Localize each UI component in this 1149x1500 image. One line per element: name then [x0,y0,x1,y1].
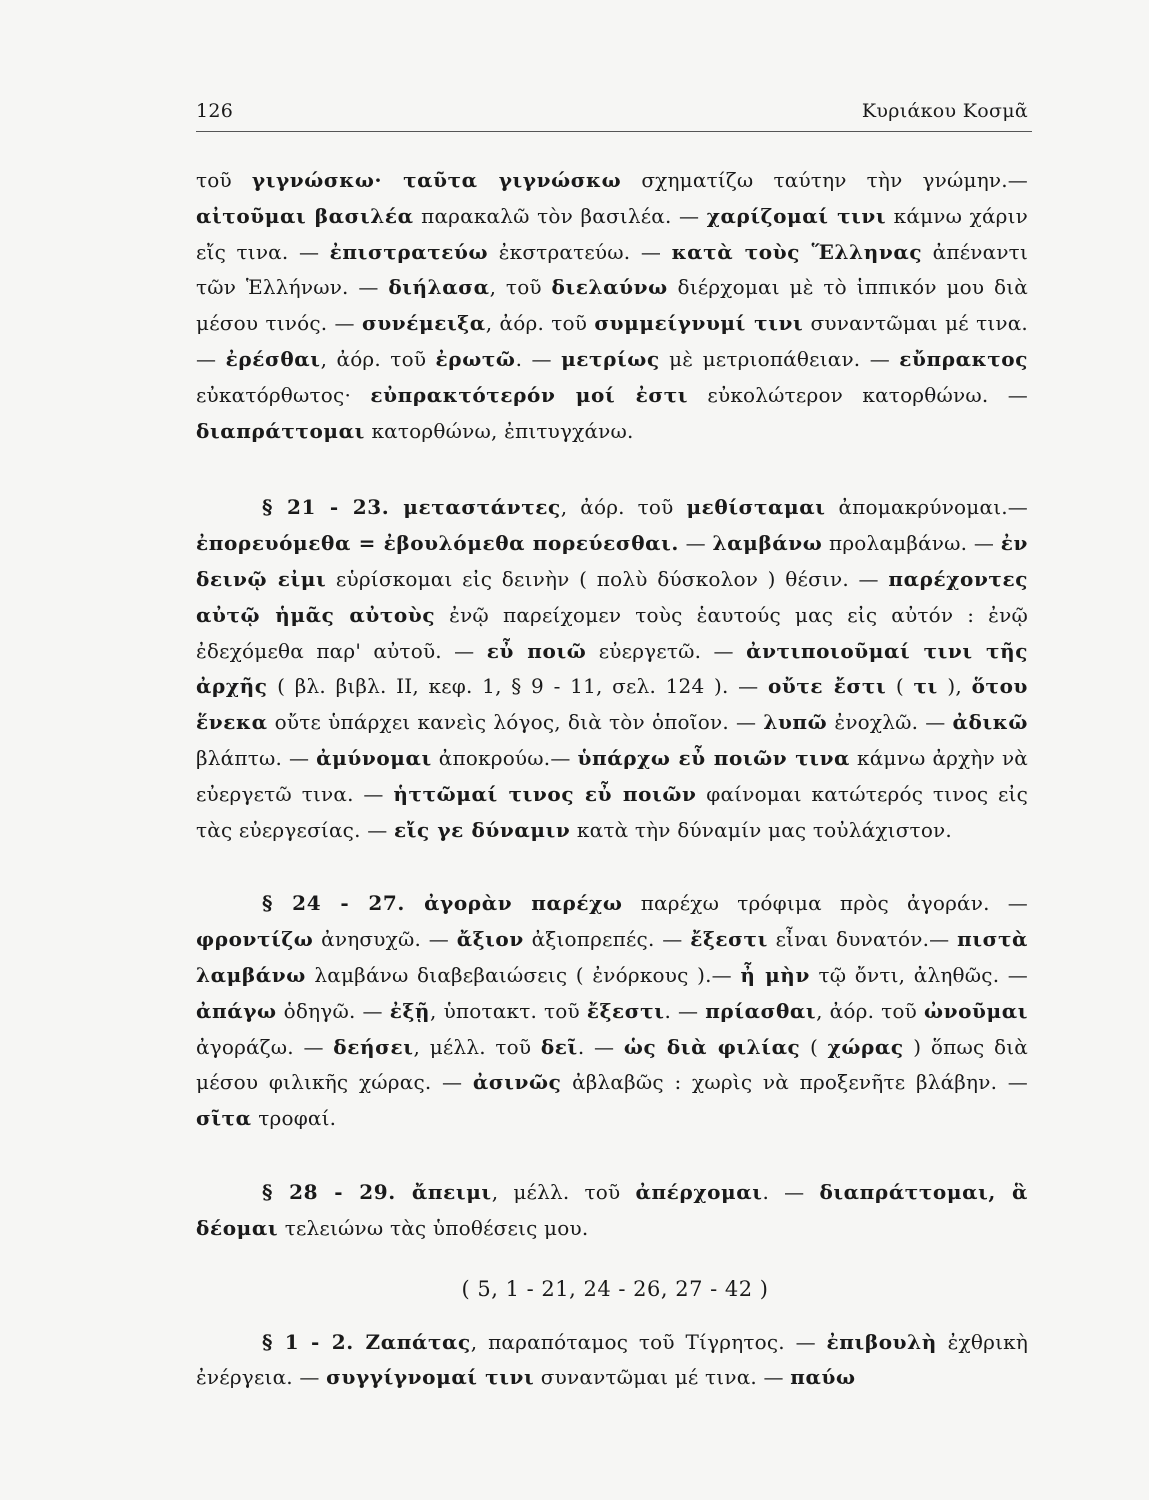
headword: πρίασθαι [705,998,817,1023]
headword: ἐρωτῶ [435,346,516,371]
headword: εὐπρακτότερόν μοί ἐστι [370,382,689,407]
headword: ἐν δεινῷ εἰμι [196,531,1028,591]
gloss-text: ) ὅπως διὰ μέσου φιλικῆς χώρας. — [196,1034,1028,1095]
gloss-text: — [679,531,713,556]
headword: ἀμύνομαι [316,745,432,770]
gloss-text: βλάπτω. — [196,745,317,770]
gloss-text: κάμνω ἀρχὴν νὰ εὐεργετῶ τινα. — [196,745,1029,806]
headword: ὠνοῦμαι [923,998,1029,1023]
gloss-text: , ἀόρ. τοῦ [560,495,687,520]
headword: δεήσει [333,1034,414,1059]
header-rule [196,131,1032,132]
headword: παρέχοντες αὐτῷ ἡμᾶς αὐτοὺς [196,566,1029,627]
headword: συμμείγνυμί τινι [594,311,804,336]
headword: μετρίως [561,346,660,371]
headword: ἐπορευόμεθα = ἐβουλόμεθα πορεύεσθαι. [196,531,679,556]
paragraph-section-1-2 [196,1325,1028,1397]
gloss-text: φαίνομαι κατώτερός τινος εἰς τὰς εὐεργεσίας. — [196,781,1028,842]
paragraph-section-28-29 [196,1175,1028,1247]
gloss-text: ὁδηγῶ. — [276,998,390,1023]
headword: ἦ μὴν [740,962,810,987]
gloss-text: ( [886,674,914,699]
page-number: 126 [196,100,234,122]
headword: ἀντιποιοῦμαί τινι τῆς ἀρχῆς [196,638,1028,699]
gloss-text: , ὑποτακτ. τοῦ [430,998,587,1023]
headword: συνέμειξα [361,311,486,336]
gloss-text: σχηματίζω ταύτην τὴν γνώμην.— [621,168,1029,192]
gloss-text: εἶναι δυνατόν.— [767,927,958,952]
gloss-text: , τοῦ [489,275,552,300]
headword: ἀσινῶς [472,1070,562,1095]
gloss-text: συναντῶμαι μέ τινα. — [196,311,1028,371]
gloss-text: , παραπόταμος τοῦ Τίγρητος. — [470,1329,827,1354]
headword: ἀπέρχομαι [635,1179,763,1204]
gloss-text: . — [762,1179,820,1204]
gloss-text: λαμβάνω διαβεβαιώσεις ( ἐνόρκους ).— [305,962,741,987]
gloss-text: τελειώνω τὰς ὑποθέσεις μου. [278,1215,589,1240]
headword: τι [913,674,938,699]
gloss-text: ἐχθρικὴ ἐνέργεια. — [196,1329,1029,1390]
gloss-text: . — [577,1034,624,1059]
gloss-text: ἐνῷ παρείχομεν τοὺς ἑαυτούς μας εἰς αὐτόν : ἐνῷ ἐδεχόμεθα παρ' αὐτοῦ. — [196,602,1028,663]
headword: § 1 - 2. Ζαπάτας [262,1329,471,1354]
gloss-text: ἀβλαβῶς : χωρὶς νὰ προξενῆτε βλάβην. — [561,1070,1028,1095]
gloss-text: κατορθώνω, ἐπιτυγχάνω. [364,418,634,443]
headword: ἐπιστρατεύω [329,239,489,264]
gloss-text: , μέλλ. τοῦ [413,1034,541,1059]
headword: ἄξιον [456,927,524,952]
gloss-text: ἐνοχλῶ. — [827,710,953,735]
page-header [196,100,1028,122]
gloss-text: συναντῶμαι μέ τινα. — [534,1365,791,1390]
gloss-text: παρέχω τρόφιμα πρὸς ἀγοράν. — [622,891,1028,916]
headword: ἔξεστι [690,927,768,952]
gloss-text: ἀγοράζω. — [196,1034,334,1059]
paragraph-section-21-23 [196,490,1028,848]
gloss-text: , ἀόρ. τοῦ [485,311,595,336]
headword: εὔπρακτος [899,346,1029,371]
gloss-text: ἐκστρατεύω. — [488,239,672,264]
headword: φροντίζω [196,927,314,952]
gloss-text: . — [664,998,706,1023]
headword: χαρίζομαί τινι [706,203,887,228]
headword: διαπράττομαι, ἃ δέομαι [196,1179,1029,1240]
headword: λυπῶ [763,710,828,735]
headword: γιγνώσκω· ταῦτα γιγνώσκω [251,168,622,192]
headword: διαπράττομαι [196,418,365,443]
headword: λαμβάνω [712,531,823,556]
headword: ὑπάρχω εὖ ποιῶν τινα [577,745,851,770]
gloss-text: ἀπομακρύνομαι.— [825,495,1028,520]
gloss-text: κατὰ τὴν δύναμίν μας τοὐλάχιστον. [570,817,952,842]
headword: εὖ ποιῶ [486,638,587,663]
gloss-text: ἀπέναντι τῶν Ἑλλήνων. — [196,239,1028,300]
gloss-text: ), [937,674,972,699]
headword: πιστὰ λαμβάνω [196,927,1028,987]
headword: μεθίσταμαι [686,495,826,520]
gloss-text: παρακαλῶ τὸν βασιλέα. — [413,203,707,228]
running-title: Κυριάκου Κοσμᾶ [861,100,1028,122]
gloss-text: , ἀόρ. τοῦ [816,998,924,1023]
headword: ὅτου ἕνεκα [196,674,1028,735]
gloss-text: ἀνησυχῶ. — [313,927,457,952]
headword: συγγίγνομαί τινι [326,1365,535,1390]
gloss-text: ἀποκρούω.— [431,745,578,770]
paragraph-section-24-27 [196,886,1028,1137]
headword: ἀπάγω [196,998,277,1023]
gloss-text: προλαμβάνω. — [822,531,1001,556]
headword: ἔξεστι [586,998,665,1023]
gloss-text: ( [800,1034,828,1059]
headword: § 21 - 23. μεταστάντες [262,495,561,520]
paragraph-1 [196,163,1028,449]
headword: δεῖ [540,1034,578,1059]
gloss-text: μὲ μετριοπάθειαν. — [659,346,900,371]
gloss-text: εὐκολώτερον κατορθώνω. — [688,382,1028,407]
headword: σῖτα [196,1106,252,1131]
gloss-text: ( βλ. βιβλ. II, κεφ. 1, § 9 - 11, σελ. 124 ). — [267,674,768,699]
gloss-text: ἀξιοπρεπές. — [523,927,691,952]
headword: διελαύνω [551,275,668,300]
headword: παύω [790,1365,856,1390]
headword: § 24 - 27. ἀγορὰν παρέχω [262,891,623,916]
gloss-text: , ἀόρ. τοῦ [320,346,436,371]
gloss-text: κάμνω χάριν εἴς τινα. — [196,203,1029,264]
gloss-text: τροφαί. [251,1106,337,1131]
headword: αἰτοῦμαι βασιλέα [196,203,414,228]
headword: χώρας [827,1034,904,1059]
gloss-text: εὐκατόρθωτος· [196,382,371,407]
headword: ἐπιβουλὴ [826,1329,937,1354]
headword: ἐρέσθαι [225,346,321,371]
gloss-text: διέρχομαι μὲ τὸ ἱππικόν μου διὰ μέσου τινός. — [196,275,1028,336]
headword: ὡς διὰ φιλίας [623,1034,801,1059]
section-reference: ( 5, 1 - 21, 24 - 26, 27 - 42 ) [461,1276,769,1301]
headword: § 28 - 29. ἄπειμι [262,1179,492,1204]
gloss-text: εὐεργετῶ. — [586,638,747,663]
headword: οὔτε ἔστι [767,674,887,699]
headword: ἐξῇ [389,998,431,1023]
headword: ἡττῶμαί τινος εὖ ποιῶν [393,781,697,806]
gloss-text: τῷ ὄντι, ἀληθῶς. — [809,962,1028,987]
headword: διήλασα [388,275,490,300]
headword: ἀδικῶ [952,710,1028,735]
gloss-text: τοῦ [196,168,252,192]
headword: κατὰ τοὺς Ἕλληνας [671,239,923,264]
gloss-text: οὔτε ὑπάρχει κανεὶς λόγος, διὰ τὸν ὁποῖον. — [267,710,764,735]
headword: εἴς γε δύναμιν [393,817,571,842]
gloss-text: . — [515,346,562,371]
gloss-text: , μέλλ. τοῦ [491,1179,636,1204]
page-body [196,163,1028,1396]
gloss-text: εὑρίσκομαι εἰς δεινὴν ( πολὺ δύσκολον ) θέσιν. — [326,566,889,591]
